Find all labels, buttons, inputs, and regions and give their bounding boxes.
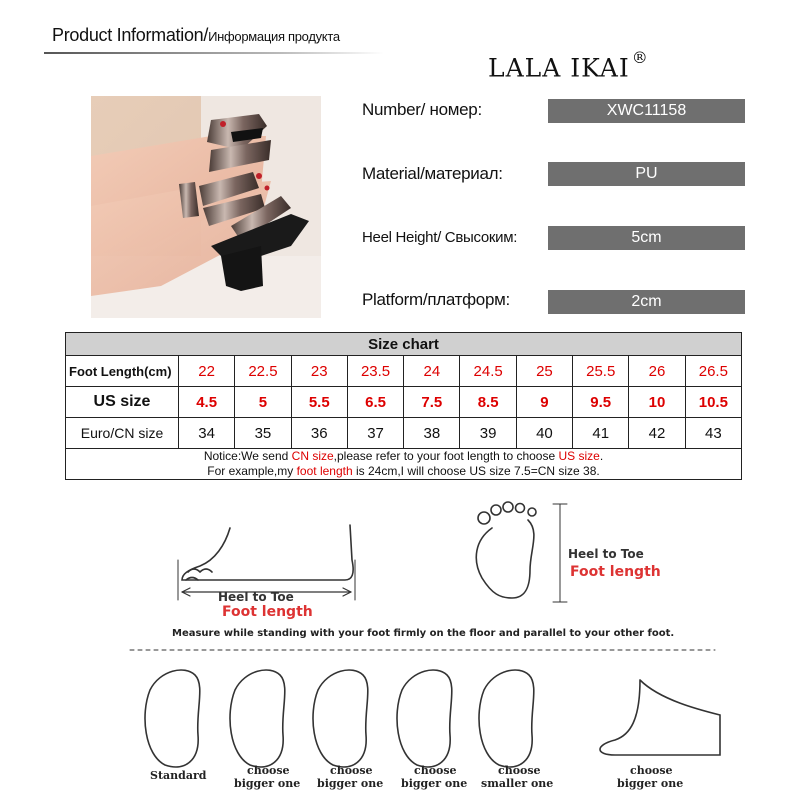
us-size-cell: 5 bbox=[235, 387, 291, 418]
product-photo bbox=[91, 96, 321, 318]
foot-type-caption: bigger one bbox=[234, 777, 301, 790]
foot-length-cell: 26 bbox=[629, 356, 685, 387]
us-size-cell: 7.5 bbox=[404, 387, 460, 418]
product-info-header bbox=[52, 25, 340, 46]
foot-type-outlines bbox=[145, 670, 720, 767]
foot-type-caption: bigger one bbox=[317, 777, 384, 790]
us-size-cell: 9 bbox=[516, 387, 572, 418]
us-size-label: US size bbox=[66, 387, 179, 418]
brand-name: LALA IKAI bbox=[488, 53, 630, 83]
eu-size-cell: 36 bbox=[291, 418, 347, 449]
us-size-row bbox=[66, 387, 742, 418]
sole-foot-length-label: Foot length bbox=[570, 564, 661, 580]
notice-text: Notice:We send bbox=[203, 449, 292, 463]
eu-size-cell: 37 bbox=[347, 418, 403, 449]
foot-length-cell: 23.5 bbox=[347, 356, 403, 387]
eu-size-cell: 43 bbox=[685, 418, 741, 449]
sole-print-diagram bbox=[476, 502, 567, 602]
foot-length-cell: 24.5 bbox=[460, 356, 516, 387]
foot-type-caption: choose bbox=[247, 764, 290, 777]
us-size-cell: 5.5 bbox=[291, 387, 347, 418]
foot-length-cell: 24 bbox=[404, 356, 460, 387]
foot-length-row bbox=[66, 356, 742, 387]
notice-line bbox=[66, 449, 741, 464]
spec-value-number: XWC11158 bbox=[548, 99, 745, 123]
size-notice bbox=[66, 449, 742, 480]
sole-heel-to-toe-label: Heel to Toe bbox=[568, 547, 644, 561]
example-line bbox=[66, 464, 741, 479]
size-chart-title: Size chart bbox=[66, 333, 742, 356]
size-chart-table bbox=[65, 332, 742, 480]
foot-type-caption: choose bbox=[498, 764, 541, 777]
example-text: is 24cm,I will choose US size 7.5=CN size 38. bbox=[352, 464, 600, 478]
us-size-cell: 4.5 bbox=[179, 387, 235, 418]
foot-type-caption: Standard bbox=[150, 769, 207, 782]
eu-size-cell: 35 bbox=[235, 418, 291, 449]
eu-size-cell: 41 bbox=[573, 418, 629, 449]
side-heel-to-toe-label: Heel to Toe bbox=[218, 590, 294, 604]
foot-length-cell: 22.5 bbox=[235, 356, 291, 387]
spec-label-platform: Platform/платформ: bbox=[362, 290, 510, 309]
measure-instruction: Measure while standing with your foot firmly on the floor and parallel to your other foot. bbox=[172, 628, 675, 639]
eu-size-cell: 40 bbox=[516, 418, 572, 449]
foot-type-caption: bigger one bbox=[617, 777, 684, 790]
notice-text: ,please refer to your foot length to choose bbox=[333, 449, 559, 463]
header-title-en: Product Information/ bbox=[52, 25, 209, 45]
us-size-cell: 8.5 bbox=[460, 387, 516, 418]
spec-label-number: Number/ номер: bbox=[362, 100, 482, 119]
us-size-cell: 10.5 bbox=[685, 387, 741, 418]
example-text: For example,my bbox=[207, 464, 297, 478]
spec-value-material: PU bbox=[548, 162, 745, 186]
notice-us-size: US size bbox=[558, 449, 600, 463]
foot-length-cell: 26.5 bbox=[685, 356, 741, 387]
side-foot-length-label: Foot length bbox=[222, 604, 313, 620]
spec-label-heel-height: Heel Height/ Свысоким: bbox=[362, 229, 518, 246]
foot-type-caption: choose bbox=[630, 764, 673, 777]
registered-mark: ® bbox=[631, 48, 649, 67]
eu-size-cell: 38 bbox=[404, 418, 460, 449]
us-size-cell: 10 bbox=[629, 387, 685, 418]
notice-cn-size: CN size bbox=[291, 449, 334, 463]
spec-label-material: Material/материал: bbox=[362, 164, 503, 183]
foot-length-cell: 22 bbox=[179, 356, 235, 387]
foot-type-captions bbox=[150, 764, 683, 790]
spec-value-heel-height: 5cm bbox=[548, 226, 745, 250]
side-foot-diagram bbox=[178, 525, 355, 600]
eu-size-label: Euro/CN size bbox=[66, 418, 179, 449]
foot-type-caption: smaller one bbox=[481, 777, 554, 790]
foot-type-caption: choose bbox=[330, 764, 373, 777]
eu-size-cell: 34 bbox=[179, 418, 235, 449]
eu-size-cell: 42 bbox=[629, 418, 685, 449]
foot-length-label: Foot Length(cm) bbox=[66, 356, 179, 387]
header-title-ru: Информация продукта bbox=[208, 29, 340, 44]
foot-measure-guide bbox=[0, 490, 800, 800]
us-size-cell: 9.5 bbox=[573, 387, 629, 418]
eu-size-cell: 39 bbox=[460, 418, 516, 449]
brand-logo bbox=[488, 48, 649, 83]
foot-length-cell: 25 bbox=[516, 356, 572, 387]
header-underline bbox=[44, 52, 384, 54]
size-notice-row bbox=[66, 449, 742, 480]
foot-length-cell: 23 bbox=[291, 356, 347, 387]
foot-type-caption: bigger one bbox=[401, 777, 468, 790]
notice-text: . bbox=[599, 449, 604, 463]
us-size-cell: 6.5 bbox=[347, 387, 403, 418]
foot-length-cell: 25.5 bbox=[573, 356, 629, 387]
example-foot-length: foot length bbox=[296, 464, 353, 478]
foot-type-caption: choose bbox=[414, 764, 457, 777]
eu-size-row bbox=[66, 418, 742, 449]
spec-value-platform: 2cm bbox=[548, 290, 745, 314]
